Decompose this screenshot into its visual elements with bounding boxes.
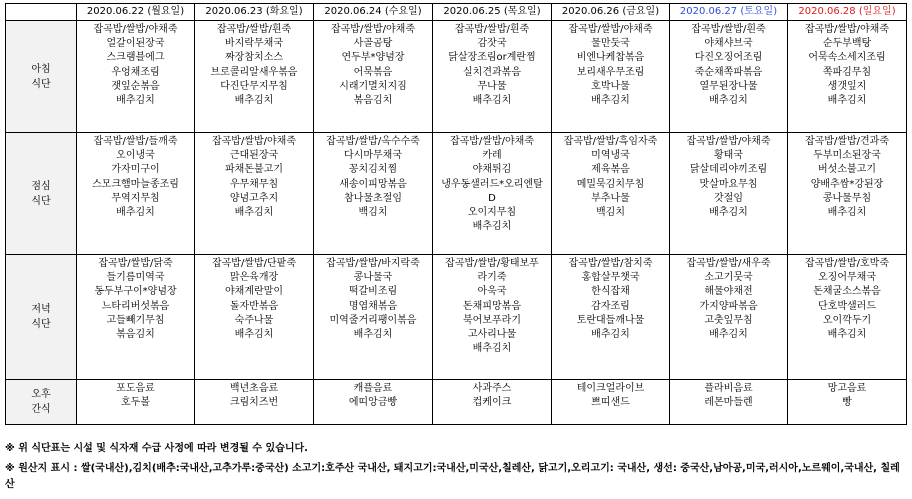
row-label-line: 아침 <box>31 63 51 75</box>
menu-item: 잡곡밥/쌀밥/흰죽 <box>454 24 530 35</box>
menu-item: 레몬마들렌 <box>704 397 753 409</box>
lunch-tue-cell <box>195 133 314 255</box>
menu-item: 캐플음료 <box>353 383 393 394</box>
menu-item: 가자미구이 <box>111 164 160 176</box>
menu-item: 명엽채볶음 <box>348 300 398 312</box>
menu-item: 순두부백탕 <box>822 38 872 50</box>
menu-item: 볶음김치 <box>116 329 155 341</box>
row-label-line: 간식 <box>31 404 51 415</box>
menu-item: 느타리버섯볶음 <box>101 300 170 312</box>
menu-item: 콩나물무침 <box>822 192 872 204</box>
menu-item: 북어보푸라기 <box>463 314 521 326</box>
menu-item: 사과주스 <box>472 383 512 394</box>
menu-item: 에띠앙금빵 <box>348 397 398 409</box>
menu-item: 잡곡밥/쌀밥/야채죽 <box>330 24 416 35</box>
menu-item: 잡곡밥/쌀밥/바지락죽 <box>326 258 420 269</box>
menu-item: 닭살장조림or계란찜 <box>448 52 536 64</box>
menu-item: 잡곡밥/쌀밥/황태보푸 <box>445 258 539 269</box>
menu-item: 돈채피망볶음 <box>463 300 521 312</box>
menu-item: 다진오징어조림 <box>694 52 763 64</box>
menu-item: 배추김치 <box>709 329 748 341</box>
breakfast-sat-cell <box>670 21 788 133</box>
menu-item: 갓절임 <box>714 192 743 204</box>
menu-item: 배추김치 <box>116 207 155 219</box>
menu-item: 물만둣국 <box>591 38 630 50</box>
menu-item: 배추김치 <box>472 95 512 107</box>
menu-item: 쪽파김무침 <box>822 66 872 78</box>
menu-item: 제육볶음 <box>591 164 630 176</box>
menu-item: 잡곡밥/쌀밥/닭죽 <box>98 258 173 269</box>
menu-item: 카레 <box>482 150 502 162</box>
menu-item: 다시마무채국 <box>344 150 402 162</box>
menu-item: 버섯소불고기 <box>818 164 876 176</box>
menu-item: 콩나물국 <box>353 272 393 284</box>
menu-item: 잡곡밥/쌀밥/참치죽 <box>568 258 653 269</box>
menu-item: 잡곡밥/쌀밥/야채죽 <box>568 24 653 35</box>
menu-item: 돌자반볶음 <box>229 300 279 312</box>
menu-item: 쁘띠샌드 <box>591 397 630 409</box>
menu-item: 야채샤브국 <box>704 38 753 50</box>
snack-mon-cell <box>77 380 195 425</box>
meal-rows <box>6 21 907 425</box>
snack-tue-cell <box>195 380 314 425</box>
menu-item: 냉우동샐러드*오리엔탈 <box>441 178 543 190</box>
row-label-line: 점심 <box>31 180 51 192</box>
menu-item: 오이지무침 <box>467 207 517 219</box>
menu-item: 백김치 <box>358 207 388 219</box>
menu-item: 참나물초절임 <box>344 192 402 204</box>
date-header-mon: 2020.06.22 (월요일) <box>77 4 195 21</box>
menu-item: 잡곡밥/쌀밥/들깨죽 <box>93 136 178 147</box>
menu-item: 어묵볶음 <box>353 66 393 78</box>
menu-item: 볶음김치 <box>353 95 393 107</box>
weekly-menu-table <box>5 3 907 425</box>
menu-item: 생갯잎지 <box>827 80 867 92</box>
lunch-thu-cell <box>433 133 552 255</box>
menu-item: 포도음료 <box>116 383 155 394</box>
breakfast-tue-cell <box>195 21 314 133</box>
menu-item: 배추김치 <box>234 95 274 107</box>
menu-item: 잡곡밥/쌀밥/야채죽 <box>449 136 535 147</box>
menu-item: 망고음료 <box>827 383 867 394</box>
menu-item: 고들빼기무침 <box>106 314 165 326</box>
breakfast-fri-cell <box>552 21 670 133</box>
menu-item: 크림치즈번 <box>229 397 279 409</box>
date-header-row <box>6 4 907 21</box>
menu-item: 새송이피망볶음 <box>339 178 407 190</box>
menu-item: 실치견과볶음 <box>463 66 521 78</box>
menu-item: 배추김치 <box>472 343 512 355</box>
menu-item: 잡곡밥/쌀밥/야채죽 <box>211 136 297 147</box>
row-label-line: 식단 <box>31 195 51 207</box>
menu-item: 고춧잎무침 <box>704 314 753 326</box>
menu-item: 죽순채쪽파볶음 <box>694 66 763 78</box>
menu-item: 파채돈불고기 <box>225 164 283 176</box>
menu-item: 백년초음료 <box>229 383 279 394</box>
menu-item: 잿잎순볶음 <box>111 80 160 92</box>
menu-item: 홍합살무챗국 <box>581 272 640 284</box>
menu-item: 잡곡밥/쌀밥/옥수수죽 <box>326 136 420 147</box>
snack-fri-cell <box>552 380 670 425</box>
menu-item: 배추김치 <box>353 329 393 341</box>
menu-item: 스모크햄마늘종조림 <box>92 178 179 190</box>
menu-item: 꽁치김치찜 <box>348 164 398 176</box>
menu-item: 배추김치 <box>472 221 512 233</box>
menu-item: 시래기멸치지짐 <box>339 80 407 92</box>
menu-item: 잡곡밥/쌀밥/호박죽 <box>804 258 890 269</box>
menu-item: 야채튀김 <box>472 164 512 176</box>
menu-item: 오징어무채국 <box>818 272 876 284</box>
menu-item: 스크램블에그 <box>106 52 165 64</box>
date-header-wed: 2020.06.24 (수요일) <box>314 4 433 21</box>
menu-item: 배추김치 <box>827 95 867 107</box>
menu-item: 가지양파볶음 <box>699 300 758 312</box>
breakfast-sun-cell <box>788 21 907 133</box>
dinner-sun-cell <box>788 255 907 380</box>
menu-item: 우무채무침 <box>229 178 279 190</box>
menu-item: 아욱국 <box>477 286 507 298</box>
menu-item: 빵 <box>842 397 852 409</box>
snack-thu-cell <box>433 380 552 425</box>
menu-item: 배추김치 <box>116 95 155 107</box>
lunch-sun-cell <box>788 133 907 255</box>
menu-item: 무역지무침 <box>111 192 160 204</box>
menu-item: 고사리나물 <box>467 329 517 341</box>
row-label-line: 오후 <box>31 389 51 400</box>
menu-item: 숙주나물 <box>234 314 274 326</box>
menu-item: 잡곡밥/쌀밥/견과죽 <box>804 136 890 147</box>
menu-item: 메밀묵김치무침 <box>576 178 645 190</box>
menu-item: 배추김치 <box>591 329 630 341</box>
date-header-thu: 2020.06.25 (목요일) <box>433 4 552 21</box>
menu-item: 오이냉국 <box>116 150 155 162</box>
dinner-row <box>6 255 907 380</box>
row-label-line: 저녁 <box>31 304 51 315</box>
menu-item: 배추김치 <box>234 329 274 341</box>
menu-item: 토란대들깨나물 <box>576 314 645 326</box>
menu-item: 플라비음료 <box>704 383 753 394</box>
menu-item: 어묵속소세지조림 <box>808 52 886 64</box>
snack-wed-cell <box>314 380 433 425</box>
menu-item: 잡곡밥/쌀밥/야채죽 <box>686 136 771 147</box>
menu-item: 잡곡밥/쌀밥/흰죽 <box>691 24 766 35</box>
menu-item: 다진단무지무침 <box>220 80 288 92</box>
dinner-label <box>6 255 77 380</box>
notes <box>5 441 909 493</box>
menu-item: 사골곰탕 <box>353 38 393 50</box>
menu-item: 라기죽 <box>477 272 507 284</box>
lunch-sat-cell <box>670 133 788 255</box>
menu-item: 배추김치 <box>709 207 748 219</box>
menu-item: 동두부구이*양념장 <box>94 286 177 298</box>
menu-item: 돈채굴소스볶음 <box>813 286 881 298</box>
date-header-sun: 2020.06.28 (일요일) <box>788 4 907 21</box>
menu-item: 잡곡밥/쌀밥/흰죽 <box>216 24 292 35</box>
menu-item: 배추김치 <box>591 95 630 107</box>
menu-item: 해물야채전 <box>704 286 753 298</box>
menu-item: 양념고추지 <box>229 192 279 204</box>
snack-label <box>6 380 77 425</box>
menu-item: 짜장참치소스 <box>225 52 283 64</box>
breakfast-thu-cell <box>433 21 552 133</box>
breakfast-mon-cell <box>77 21 195 133</box>
menu-item: 배추김치 <box>234 207 274 219</box>
dinner-sat-cell <box>670 255 788 380</box>
menu-item: 맑은육개장 <box>229 272 279 284</box>
lunch-row <box>6 133 907 255</box>
menu-item: 배추김치 <box>827 329 867 341</box>
snack-row <box>6 380 907 425</box>
menu-item: 잡곡밥/쌀밥/흑임자죽 <box>563 136 658 147</box>
dinner-tue-cell <box>195 255 314 380</box>
menu-item: 소고기뭇국 <box>704 272 753 284</box>
corner-cell <box>6 4 77 21</box>
breakfast-row <box>6 21 907 133</box>
menu-item: 미역줄거리팽이볶음 <box>329 314 417 326</box>
date-header-sat: 2020.06.27 (토요일) <box>670 4 788 21</box>
menu-item: 얼갈이된장국 <box>106 38 165 50</box>
menu-item: 호두볼 <box>121 397 150 409</box>
menu-item: 호박나물 <box>591 80 630 92</box>
menu-item: 컵케이크 <box>472 397 512 409</box>
menu-item: 무나물 <box>477 80 507 92</box>
menu-item: 바지락무채국 <box>225 38 283 50</box>
note-origin-label: ※ 원산지 표시 : 쌀(국내산),김치(배추:국내산,고추가루:중국산) 소고기:호주산 국내산, 돼지고기:국내산,미국산,칠레산, 닭고기,오리고기: 국내산, 생선: 중국산,남아공,미국,러시아,노르웨이,국내산, 칠레산 <box>5 463 900 490</box>
menu-item: 단호박샐러드 <box>818 300 876 312</box>
menu-item: 잡곡밥/쌀밥/새우죽 <box>686 258 771 269</box>
menu-item: 잡곡밥/쌀밥/단팥죽 <box>211 258 297 269</box>
menu-item: 감잣국 <box>477 38 507 50</box>
row-label-line: 식단 <box>31 319 51 330</box>
menu-item: 배추김치 <box>827 207 867 219</box>
menu-item: 테이크얼라이브 <box>576 383 645 394</box>
menu-item: 우엉채조림 <box>111 66 160 78</box>
menu-item: 연두부*양념장 <box>341 52 405 64</box>
menu-item: 감자조림 <box>591 300 630 312</box>
lunch-fri-cell <box>552 133 670 255</box>
date-header-tue: 2020.06.23 (화요일) <box>195 4 314 21</box>
menu-item: 비엔나케찹볶음 <box>576 52 645 64</box>
menu-item: 두부미소된장국 <box>813 150 881 162</box>
dinner-fri-cell <box>552 255 670 380</box>
menu-item: 백김치 <box>596 207 625 219</box>
menu-item: 야채계란말이 <box>225 286 283 298</box>
breakfast-wed-cell <box>314 21 433 133</box>
lunch-label <box>6 133 77 255</box>
menu-item: 브로콜리알새우볶음 <box>210 66 298 78</box>
menu-item: 배추김치 <box>709 95 748 107</box>
dinner-wed-cell <box>314 255 433 380</box>
menu-item: 닭살데리야끼조림 <box>689 164 768 176</box>
menu-item: 맛살마요무침 <box>699 178 758 190</box>
dinner-thu-cell <box>433 255 552 380</box>
lunch-wed-cell <box>314 133 433 255</box>
row-label-line: 식단 <box>31 78 51 90</box>
menu-item: 양배추쌈*강된장 <box>810 178 884 190</box>
menu-item: 한식잡채 <box>591 286 630 298</box>
menu-item: 떡갈비조림 <box>348 286 398 298</box>
menu-item: 부추나물 <box>591 192 630 204</box>
menu-item: 미역냉국 <box>591 150 630 162</box>
menu-item: 잡곡밥/쌀밥/야채죽 <box>93 24 178 35</box>
menu-item: 보리새우무조림 <box>576 66 645 78</box>
dinner-mon-cell <box>77 255 195 380</box>
date-header-fri: 2020.06.26 (금요일) <box>552 4 670 21</box>
menu-item: 황태국 <box>714 150 743 162</box>
snack-sun-cell <box>788 380 907 425</box>
menu-item: D <box>488 192 496 204</box>
snack-sat-cell <box>670 380 788 425</box>
menu-item: 잡곡밥/쌀밥/야채죽 <box>804 24 890 35</box>
menu-item: 들기름미역국 <box>106 272 165 284</box>
menu-item: 열무된장나물 <box>699 80 758 92</box>
menu-item: 근대된장국 <box>229 150 279 162</box>
lunch-mon-cell <box>77 133 195 255</box>
menu-item: 오이깍두기 <box>822 314 872 326</box>
note-change-notice: ※ 위 식단표는 시설 및 식자재 수급 사정에 따라 변경될 수 있습니다. <box>5 443 308 454</box>
breakfast-label <box>6 21 77 133</box>
